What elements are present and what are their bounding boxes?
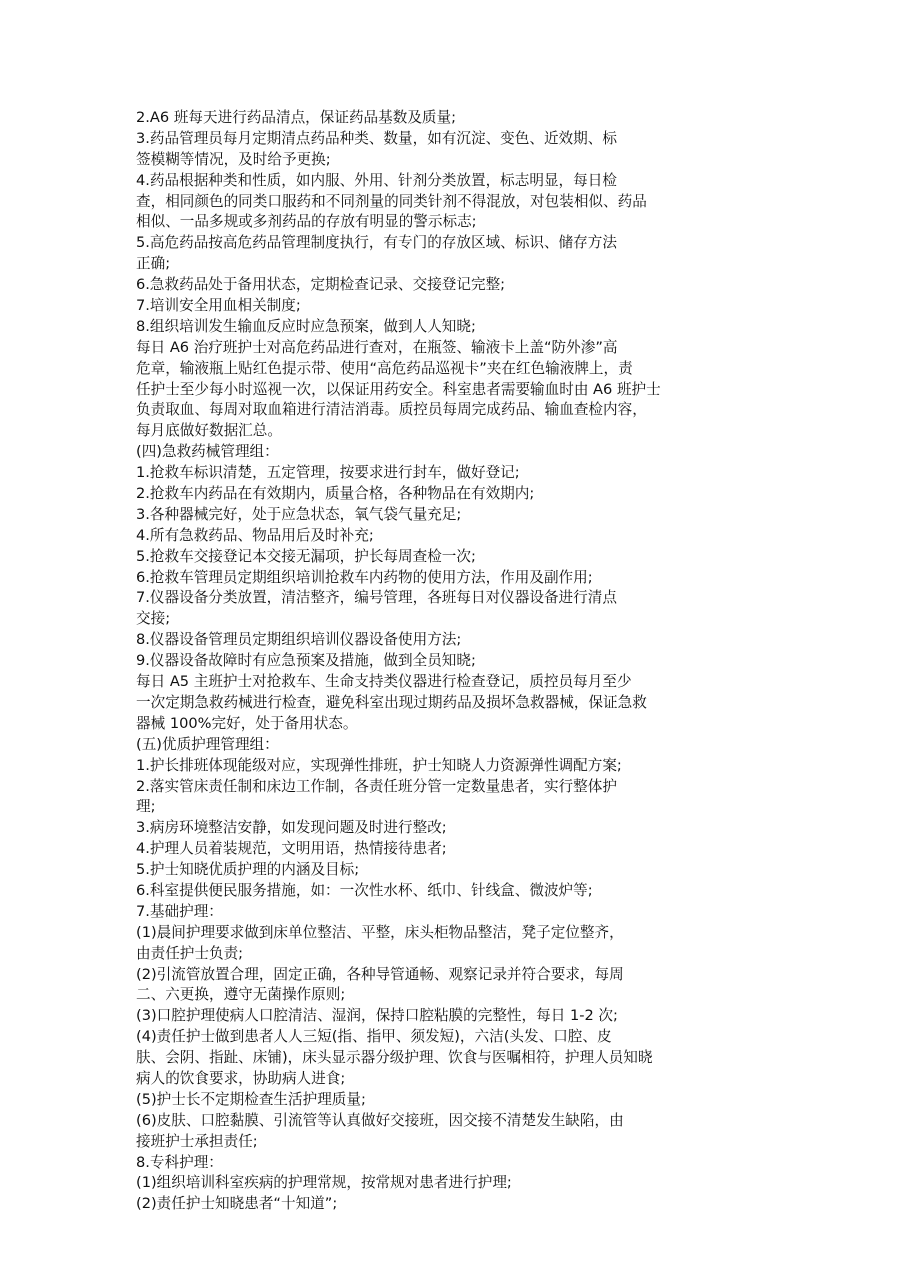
text-line: 6.科室提供便民服务措施，如：一次性水杯、纸巾、针线盒、微波炉等;	[136, 881, 593, 899]
text-line: (6)皮肤、口腔黏膜、引流管等认真做好交接班，因交接不清楚发生缺陷，由	[136, 1111, 624, 1129]
text-line: 7.基础护理：	[136, 902, 223, 920]
text-line: 8.专科护理：	[136, 1153, 223, 1171]
document-body	[136, 108, 776, 1215]
text-line: 3.病房环境整洁安静，如发现问题及时进行整改;	[136, 819, 447, 837]
text-line: 3.药品管理员每月定期清点药品种类、数量，如有沉淀、变色、近效期、标	[136, 129, 617, 147]
text-line: (2)责任护士知晓患者“十知道”;	[136, 1195, 338, 1213]
text-line: 4.护理人员着装规范，文明用语，热情接待患者;	[136, 840, 447, 858]
text-line: 5.高危药品按高危药品管理制度执行，有专门的存放区域、标识、储存方法	[136, 234, 617, 252]
text-line: 1.护长排班体现能级对应，实现弹性排班，护士知晓人力资源弹性调配方案;	[136, 756, 622, 774]
text-line: 3.各种器械完好，处于应急状态，氧气袋气量充足;	[136, 505, 462, 523]
text-line: 5.护士知晓优质护理的内涵及目标;	[136, 861, 360, 879]
text-line: 一次定期急救药械进行检查，避免科室出现过期药品及损坏急救器械，保证急救	[136, 693, 647, 711]
text-line: 相似、一品多规或多剂药品的存放有明显的警示标志;	[136, 213, 477, 231]
text-line: (五)优质护理管理组：	[136, 735, 279, 753]
text-line: 每月底做好数据汇总。	[136, 422, 282, 440]
text-line: 肤、会阴、指趾、床铺)，床头显示器分级护理、饮食与医嘱相符，护理人员知晓	[136, 1049, 653, 1067]
text-line: (2)引流管放置合理，固定正确，各种导管通畅、观察记录并符合要求，每周	[136, 965, 624, 983]
text-line: 器械 100%完好，处于备用状态。	[136, 714, 358, 732]
text-line: 由责任护士负责;	[136, 944, 244, 962]
text-line: 接班护士承担责任;	[136, 1132, 258, 1150]
text-line: 2.落实管床责任制和床边工作制，各责任班分管一定数量患者，实行整体护	[136, 777, 617, 795]
text-line: 6.抢救车管理员定期组织培训抢救车内药物的使用方法，作用及副作用;	[136, 568, 593, 586]
text-line: 每日 A5 主班护士对抢救车、生命支持类仪器进行检查登记，质控员每月至少	[136, 673, 632, 691]
text-line: 1.抢救车标识清楚，五定管理，按要求进行封车，做好登记;	[136, 464, 520, 482]
text-line: 9.仪器设备故障时有应急预案及措施，做到全员知晓;	[136, 652, 476, 670]
text-line: 5.抢救车交接登记本交接无漏项，护长每周查检一次;	[136, 547, 476, 565]
text-line: (5)护士长不定期检查生活护理质量;	[136, 1090, 366, 1108]
text-line: 4.所有急救药品、物品用后及时补充;	[136, 526, 374, 544]
text-line: 交接;	[136, 610, 171, 628]
text-line: 负责取血、每周对取血箱进行清洁消毒。质控员每周完成药品、输血查检内容，	[136, 401, 647, 419]
text-line: 8.组织培训发生输血反应时应急预案，做到人人知晓;	[136, 317, 476, 335]
text-line: 正确;	[136, 255, 171, 273]
text-line: 每日 A6 治疗班护士对高危药品进行查对，在瓶签、输液卡上盖“防外渗”高	[136, 338, 618, 356]
text-line: (3)口腔护理使病人口腔清洁、湿润，保持口腔粘膜的完整性，每日 1-2 次;	[136, 1007, 618, 1025]
text-line: 签模糊等情况，及时给予更换;	[136, 150, 331, 168]
text-line: (1)组织培训科室疾病的护理常规，按常规对患者进行护理;	[136, 1174, 512, 1192]
text-line: 理;	[136, 798, 156, 816]
text-line: 6.急救药品处于备用状态，定期检查记录、交接登记完整;	[136, 276, 506, 294]
text-line: 7.仪器设备分类放置，清洁整齐，编号管理，各班每日对仪器设备进行清点	[136, 589, 617, 607]
text-line: (1)晨间护理要求做到床单位整洁、平整，床头柜物品整洁，凳子定位整齐，	[136, 923, 624, 941]
text-line: 查，相同颜色的同类口服药和不同剂量的同类针剂不得混放，对包装相似、药品	[136, 192, 647, 210]
text-line: (四)急救药械管理组：	[136, 443, 279, 461]
text-line: 7.培训安全用血相关制度;	[136, 297, 301, 315]
text-line: (4)责任护士做到患者人人三短(指、指甲、须发短)，六洁(头发、口腔、皮	[136, 1028, 612, 1046]
text-line: 8.仪器设备管理员定期组织培训仪器设备使用方法;	[136, 631, 462, 649]
text-line: 2.A6 班每天进行药品清点，保证药品基数及质量;	[136, 109, 457, 126]
text-line: 二、六更换，遵守无菌操作原则;	[136, 986, 346, 1004]
text-line: 任护士至少每小时巡视一次，以保证用药安全。科室患者需要输血时由 A6 班护士	[136, 380, 661, 398]
text-line: 2.抢救车内药品在有效期内，质量合格，各种物品在有效期内;	[136, 485, 535, 503]
text-line: 病人的饮食要求，协助病人进食;	[136, 1069, 346, 1087]
text-line: 4.药品根据种类和性质，如内服、外用、针剂分类放置，标志明显，每日检	[136, 171, 617, 189]
text-line: 危章，输液瓶上贴红色提示带、使用“高危药品巡视卡”夹在红色输液牌上，责	[136, 359, 633, 377]
